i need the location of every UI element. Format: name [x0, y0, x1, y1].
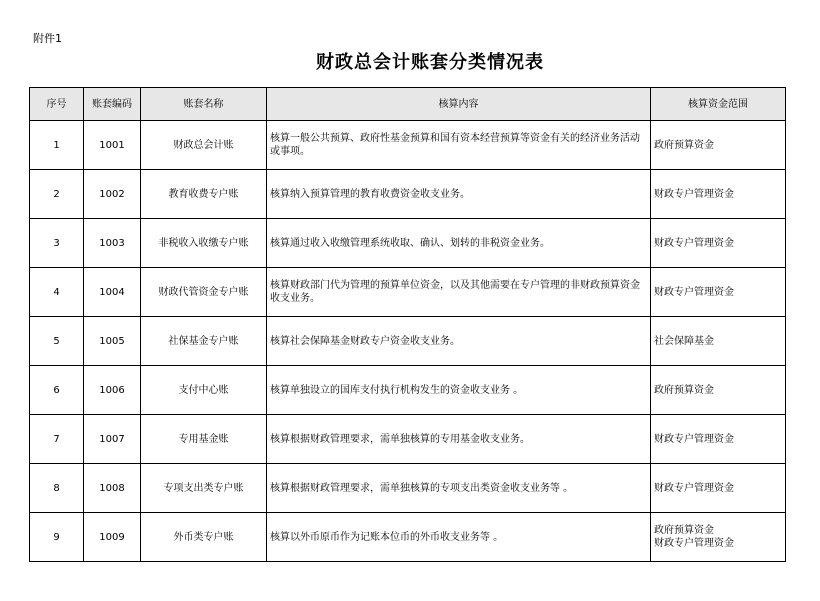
row-account-code: 1006 — [84, 366, 141, 415]
fund-scope-item: 财政专户管理资金 — [654, 237, 734, 249]
row-account-name: 支付中心账 — [141, 366, 267, 415]
row-account-code: 1007 — [84, 415, 141, 464]
row-serial-no: 3 — [30, 219, 84, 268]
fund-scope-item: 财政专户管理资金 — [654, 482, 734, 494]
row-fund-scope — [651, 121, 786, 170]
table-row — [30, 317, 786, 366]
table-row — [30, 268, 786, 317]
header-serial-no: 序号 — [30, 88, 84, 121]
row-account-code: 1005 — [84, 317, 141, 366]
row-serial-no: 6 — [30, 366, 84, 415]
row-fund-scope — [651, 170, 786, 219]
fund-scope-item: 政府预算资金 — [654, 525, 714, 536]
header-account-code: 账套编码 — [84, 88, 141, 121]
row-account-code: 1003 — [84, 219, 141, 268]
fund-scope-item: 政府预算资金 — [654, 384, 714, 396]
row-account-name: 专用基金账 — [141, 415, 267, 464]
row-accounting-content: 核算以外币原币作为记账本位币的外币收支业务等 。 — [267, 513, 651, 562]
row-account-name: 财政代管资金专户账 — [141, 268, 267, 317]
row-fund-scope — [651, 219, 786, 268]
row-account-code: 1001 — [84, 121, 141, 170]
row-serial-no: 4 — [30, 268, 84, 317]
row-accounting-content: 核算财政部门代为管理的预算单位资金，以及其他需要在专户管理的非财政预算资金收支业务。 — [267, 268, 651, 317]
account-set-table — [29, 87, 786, 562]
row-accounting-content: 核算根据财政管理要求，需单独核算的专项支出类资金收支业务等 。 — [267, 464, 651, 513]
table-header-row — [30, 88, 786, 121]
row-account-name: 教育收费专户账 — [141, 170, 267, 219]
fund-scope-item: 财政专户管理资金 — [654, 433, 734, 445]
row-fund-scope — [651, 366, 786, 415]
fund-scope-item: 财政专户管理资金 — [654, 538, 734, 549]
row-serial-no: 1 — [30, 121, 84, 170]
table-row — [30, 464, 786, 513]
row-fund-scope — [651, 268, 786, 317]
row-fund-scope — [651, 415, 786, 464]
row-fund-scope — [651, 513, 786, 562]
row-serial-no: 2 — [30, 170, 84, 219]
row-account-name: 非税收入收缴专户账 — [141, 219, 267, 268]
row-serial-no: 8 — [30, 464, 84, 513]
row-accounting-content: 核算一般公共预算、政府性基金预算和国有资本经营预算等资金有关的经济业务活动或事项。 — [267, 121, 651, 170]
row-account-name: 财政总会计账 — [141, 121, 267, 170]
row-account-name: 专项支出类专户账 — [141, 464, 267, 513]
row-account-name: 社保基金专户账 — [141, 317, 267, 366]
table-row — [30, 415, 786, 464]
page-title: 财政总会计账套分类情况表 — [316, 52, 544, 73]
attachment-label: 附件1 — [33, 32, 62, 45]
row-serial-no: 9 — [30, 513, 84, 562]
table-row — [30, 170, 786, 219]
header-account-name: 账套名称 — [141, 88, 267, 121]
fund-scope-item: 财政专户管理资金 — [654, 286, 734, 298]
header-fund-scope: 核算资金范围 — [651, 88, 786, 121]
row-fund-scope — [651, 464, 786, 513]
table-row — [30, 121, 786, 170]
row-account-code: 1002 — [84, 170, 141, 219]
row-accounting-content: 核算单独设立的国库支付执行机构发生的资金收支业务 。 — [267, 366, 651, 415]
fund-scope-item: 社会保障基金 — [654, 335, 714, 347]
row-account-name: 外币类专户账 — [141, 513, 267, 562]
row-accounting-content: 核算通过收入收缴管理系统收取、确认、划转的非税资金业务。 — [267, 219, 651, 268]
row-accounting-content: 核算社会保障基金财政专户资金收支业务。 — [267, 317, 651, 366]
row-serial-no: 7 — [30, 415, 84, 464]
row-fund-scope — [651, 317, 786, 366]
table-row — [30, 219, 786, 268]
row-accounting-content: 核算根据财政管理要求，需单独核算的专用基金收支业务。 — [267, 415, 651, 464]
table-row — [30, 366, 786, 415]
row-account-code: 1004 — [84, 268, 141, 317]
row-account-code: 1008 — [84, 464, 141, 513]
row-serial-no: 5 — [30, 317, 84, 366]
row-account-code: 1009 — [84, 513, 141, 562]
row-accounting-content: 核算纳入预算管理的教育收费资金收支业务。 — [267, 170, 651, 219]
header-accounting-content: 核算内容 — [267, 88, 651, 121]
fund-scope-item: 政府预算资金 — [654, 139, 714, 151]
fund-scope-item: 财政专户管理资金 — [654, 188, 734, 200]
table-row — [30, 513, 786, 562]
